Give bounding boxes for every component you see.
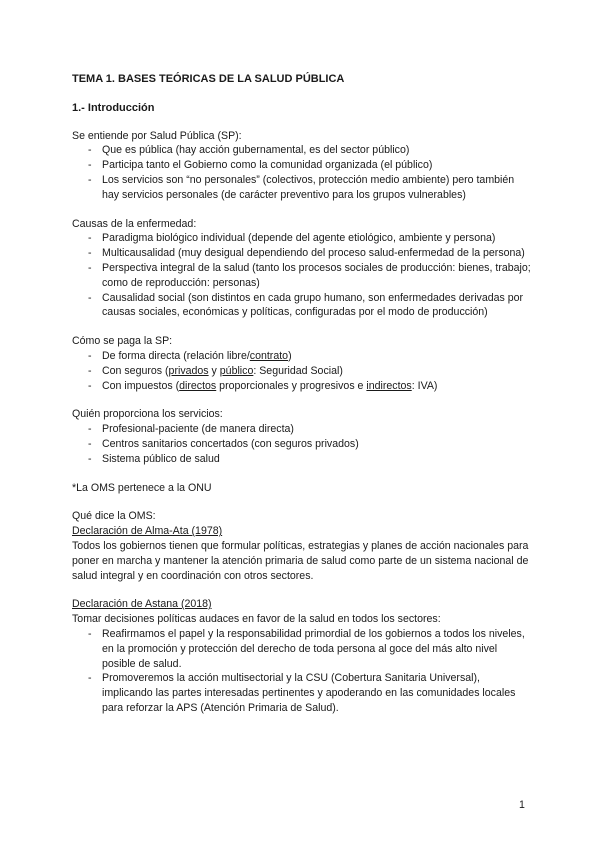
list-item: - Paradigma biológico individual (depende del agente etiológico, ambiente y persona) — [72, 231, 532, 246]
list-item: - Sistema público de salud — [72, 452, 532, 467]
oms-section — [72, 509, 532, 583]
list-item: - De forma directa (relación libre/contrato) — [72, 349, 532, 364]
alma-ata-text: Todos los gobiernos tienen que formular políticas, estrategias y planes de acción nacionales para poner en marcha y mantener la atención primaria de salud como parte de un sistema nacional de salud integral y en coordinación con otros sectores. — [72, 539, 529, 582]
providers-section — [72, 407, 532, 466]
list-item: - Con seguros (privados y público: Seguridad Social) — [72, 364, 532, 379]
payment-list — [72, 349, 532, 393]
note-section — [72, 481, 532, 496]
list-item: - Causalidad social (son distintos en cada grupo humano, son enfermedades derivadas por causas sociales, económicas y políticas, configuradas por el modo de producción) — [72, 291, 532, 321]
causes-intro: Causas de la enfermedad: — [72, 217, 197, 230]
list-item: - Perspectiva integral de la salud (tanto los procesos sociales de producción: bienes, trabajo; como de reproducción: personas) — [72, 261, 532, 291]
list-item: - Que es pública (hay acción gubernamental, es del sector público) — [72, 143, 532, 158]
document-title: TEMA 1. BASES TEÓRICAS DE LA SALUD PÚBLICA — [72, 73, 345, 85]
list-item: - Promoveremos la acción multisectorial y la CSU (Cobertura Sanitaria Universal), implicando las partes interesadas pertinentes y apoderando en las comunidades locales para reforzar la APS (Atención Primaria de Salud). — [72, 671, 532, 715]
alma-ata-heading: Declaración de Alma-Ata (1978) — [72, 525, 223, 538]
list-item: - Participa tanto el Gobierno como la comunidad organizada (el público) — [72, 158, 532, 173]
causes-list — [72, 231, 532, 320]
section-heading: 1.- Introducción — [72, 101, 155, 114]
list-item: - Profesional-paciente (de manera directa) — [72, 422, 532, 437]
list-item: - Multicausalidad (muy desigual dependiendo del proceso salud-enfermedad de la persona) — [72, 246, 532, 261]
astana-section — [72, 597, 532, 715]
document-page — [72, 72, 532, 730]
sp-definition — [72, 129, 532, 203]
oms-intro: Qué dice la OMS: — [72, 510, 156, 523]
astana-intro: Tomar decisiones políticas audaces en favor de la salud en todos los sectores: — [72, 613, 441, 626]
providers-intro: Quién proporciona los servicios: — [72, 408, 223, 421]
list-item: - Centros sanitarios concertados (con seguros privados) — [72, 437, 532, 452]
payment-section — [72, 334, 532, 393]
sp-definition-list — [72, 143, 532, 202]
list-item: - Los servicios son “no personales” (colectivos, protección medio ambiente) pero también hay servicios personales (de carácter preventivo para los grupos vulnerables) — [72, 173, 532, 203]
astana-list — [72, 627, 532, 716]
sp-definition-intro: Se entiende por Salud Pública (SP): — [72, 129, 242, 142]
page-number: 1 — [519, 799, 525, 811]
causes-section — [72, 217, 532, 321]
astana-heading: Declaración de Astana (2018) — [72, 598, 212, 611]
oms-note: *La OMS pertenece a la ONU — [72, 481, 212, 494]
list-item: - Reafirmamos el papel y la responsabilidad primordial de los gobiernos a todos los niveles, en la promoción y protección del derecho de toda persona al goce del más alto nivel posible de salud. — [72, 627, 532, 671]
providers-list — [72, 422, 532, 466]
payment-intro: Cómo se paga la SP: — [72, 335, 173, 348]
list-item: - Con impuestos (directos proporcionales y progresivos e indirectos: IVA) — [72, 379, 532, 394]
